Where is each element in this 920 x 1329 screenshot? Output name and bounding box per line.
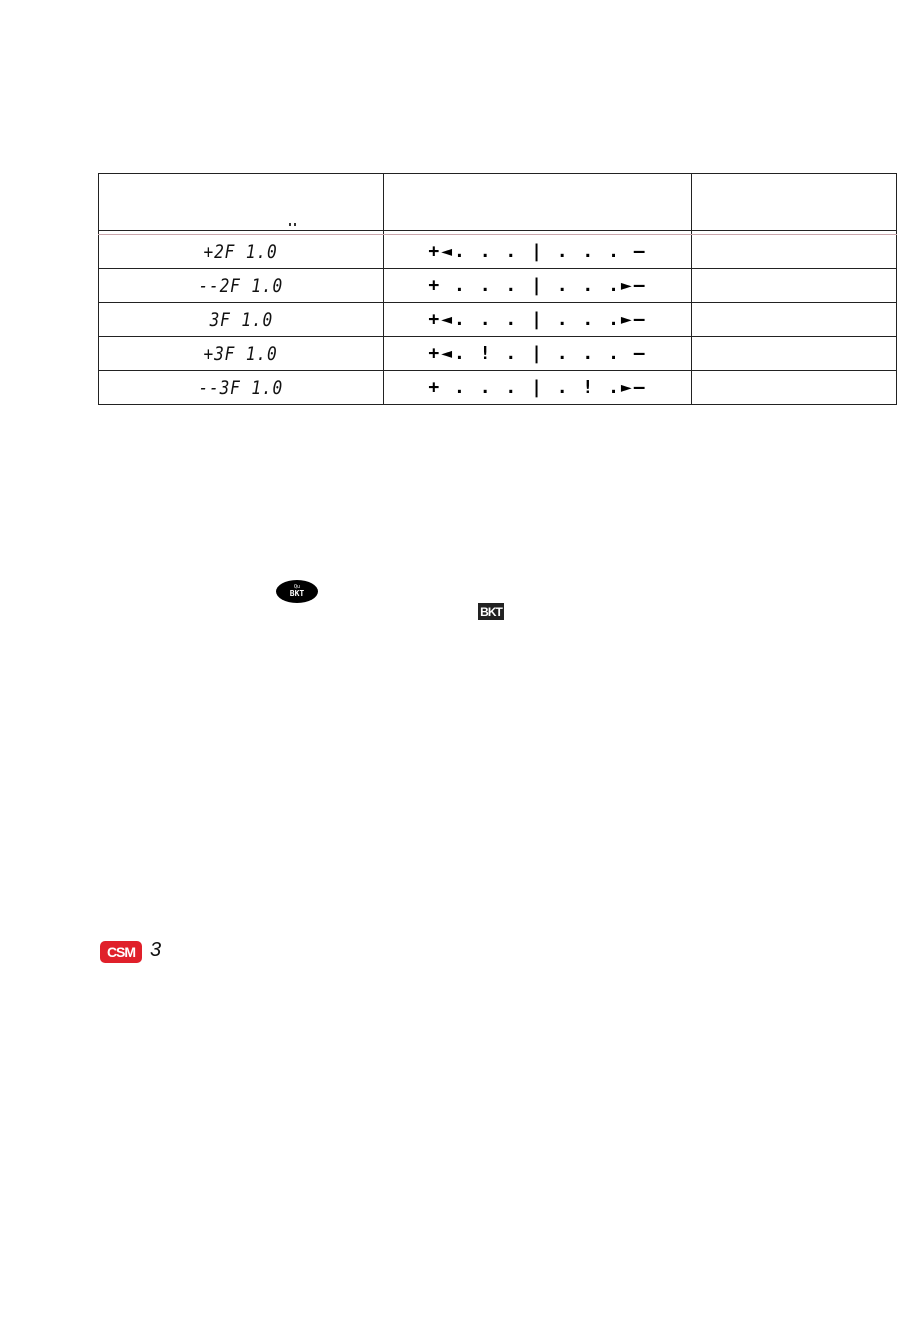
indicator-cell xyxy=(384,235,692,269)
exposure-indicator: +◄. . . | . . . – xyxy=(428,241,647,262)
exposure-indicator: +◄. . . | . . .►– xyxy=(428,309,647,330)
empty-cell xyxy=(692,371,897,405)
exposure-indicator: +◄. ! . | . . . – xyxy=(428,343,647,364)
indicator-cell xyxy=(384,303,692,337)
header-cell-3 xyxy=(692,174,897,231)
table-row xyxy=(99,337,897,371)
lcd-display-text: 3F 1.0 xyxy=(209,308,273,331)
display-cell xyxy=(99,337,384,371)
table-row xyxy=(99,303,897,337)
csm-number: 3 xyxy=(150,939,162,961)
empty-cell xyxy=(692,269,897,303)
csm-text: CSM xyxy=(106,944,136,960)
bkt-indicator-icon xyxy=(478,603,504,620)
bracketing-table xyxy=(98,173,897,405)
lcd-display-text: +2F 1.0 xyxy=(203,240,279,263)
table-header-row xyxy=(99,174,897,231)
exposure-indicator: + . . . | . . .►– xyxy=(428,275,647,296)
bkt-button-top-text: Qu xyxy=(293,584,301,590)
csm-icon xyxy=(100,941,142,963)
header-cell-1 xyxy=(99,174,384,231)
lcd-display-text: --3F 1.0 xyxy=(198,376,284,399)
header-tick-mark xyxy=(288,221,298,227)
display-cell xyxy=(99,269,384,303)
table-row xyxy=(99,235,897,269)
empty-cell xyxy=(692,235,897,269)
indicator-cell xyxy=(384,269,692,303)
bkt-button-icon xyxy=(276,580,318,603)
display-cell xyxy=(99,303,384,337)
empty-cell xyxy=(692,337,897,371)
lcd-display-text: +3F 1.0 xyxy=(203,342,279,365)
empty-cell xyxy=(692,303,897,337)
bkt-button-bottom-text: BKT xyxy=(289,589,305,598)
display-cell xyxy=(99,235,384,269)
table-row xyxy=(99,269,897,303)
bkt-indicator-text: BKT xyxy=(480,604,502,619)
header-cell-2 xyxy=(384,174,692,231)
indicator-cell xyxy=(384,337,692,371)
lcd-display-text: --2F 1.0 xyxy=(198,274,284,297)
table-row xyxy=(99,371,897,405)
indicator-cell xyxy=(384,371,692,405)
display-cell xyxy=(99,371,384,405)
exposure-indicator: + . . . | . ! .►– xyxy=(428,377,647,398)
